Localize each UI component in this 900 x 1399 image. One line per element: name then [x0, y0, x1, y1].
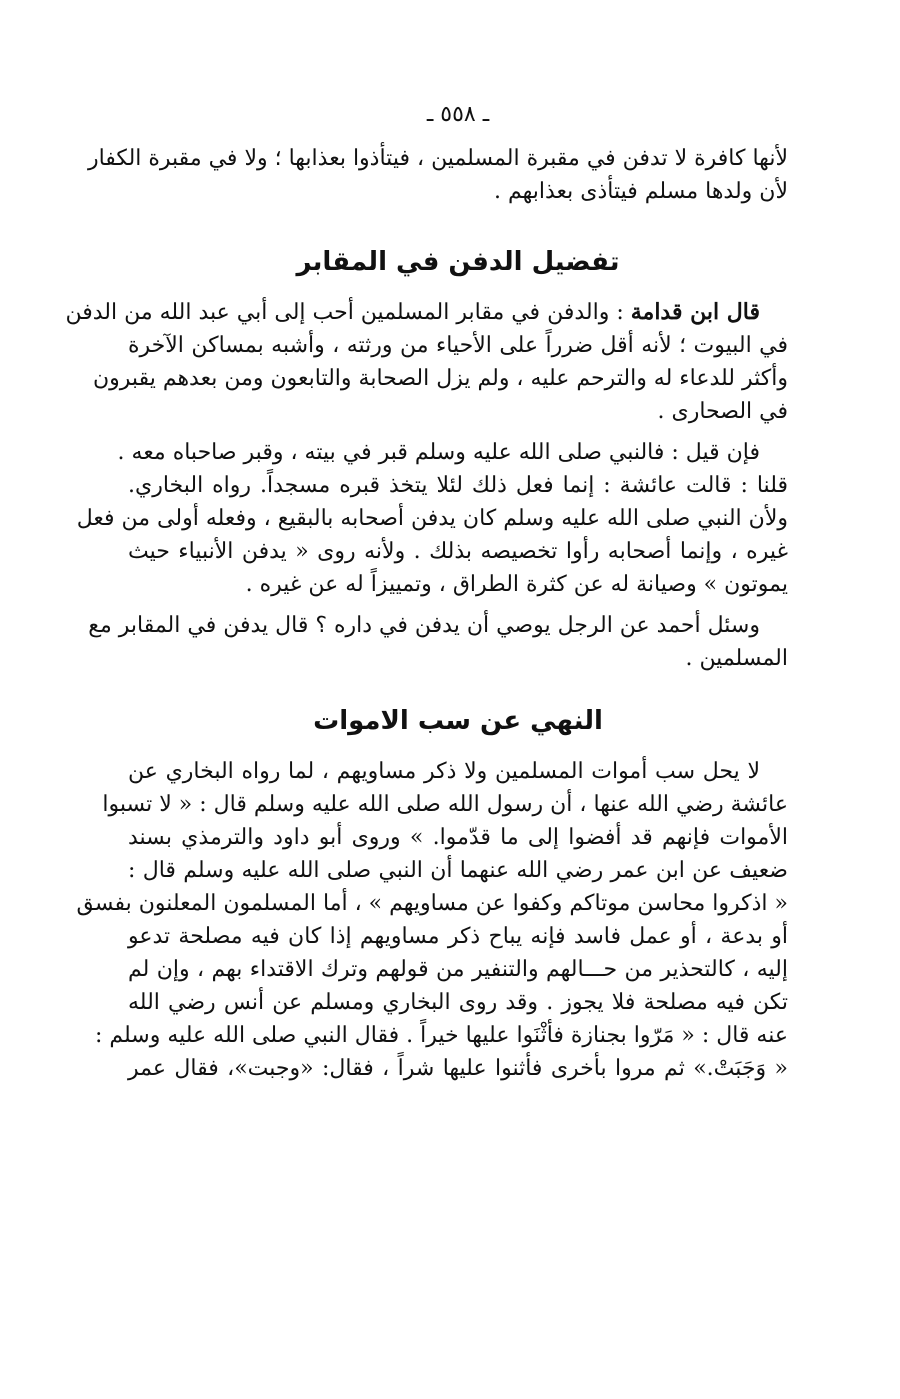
page-number: ـ ٥٥٨ ـ: [426, 102, 490, 127]
text-line: فإن قيل : فالنبي صلى الله عليه وسلم قبر في بيته ، وقبر صاحباه معه .: [117, 440, 760, 465]
text-line: ضعيف عن ابن عمر رضي الله عنهما أن النبي صلى الله عليه وسلم قال :: [128, 858, 788, 883]
text-line: لأن ولدها مسلم فيتأذى بعذابهم .: [494, 179, 788, 204]
text-line: « وَجَبَتْ.» ثم مروا بأخرى فأثنوا عليها شراً ، فقال: «وجبت»، فقال عمر: [128, 1056, 788, 1081]
text-line: في البيوت ؛ لأنه أقل ضرراً على الأحياء من ورثته ، وأشبه بمساكن الآخرة: [128, 333, 788, 358]
intro-paragraph: [87, 142, 788, 208]
paragraph-objection: [76, 436, 788, 601]
text-line: الأموات فإنهم قد أفضوا إلى ما قدّموا. » وروى أبو داود والترمذي بسند: [128, 825, 788, 850]
text-line: « اذكروا محاسن موتاكم وكفوا عن مساويهم » ، أما المسلمون المعلنون بفسق: [76, 891, 788, 916]
text-line: لا يحل سب أموات المسلمين ولا ذكر مساويهم ، لما رواه البخاري عن: [128, 759, 760, 784]
text-line: وسئل أحمد عن الرجل يوصي أن يدفن في داره ؟ قال يدفن في المقابر مع: [88, 613, 760, 638]
paragraph-insulting-dead: [76, 755, 788, 1085]
text-line: ولأن النبي صلى الله عليه وسلم كان يدفن أصحابه بالبقيع ، وفعله أولى من فعل: [76, 506, 788, 531]
text-line: عنه قال : « مَرّوا بجنازة فأثْنَوا عليها خيراً . فقال النبي صلى الله عليه وسلم :: [94, 1023, 788, 1048]
text-line: إليه ، كالتحذير من حـــالهم والتنفير من قولهم وترك الاقتداء بهم ، وإن لم: [128, 957, 788, 982]
section-heading-burial-in-cemeteries: تفضيل الدفن في المقابر: [296, 247, 620, 277]
book-page: [65, 100, 788, 1093]
text-line: المسلمين .: [685, 646, 788, 671]
text-line: عائشة رضي الله عنها ، أن رسول الله صلى الله عليه وسلم قال : « لا تسبوا: [102, 792, 788, 817]
text-line: يموتون » وصيانة له عن كثرة الطراق ، وتمييزاً له عن غيره .: [245, 572, 788, 597]
paragraph-ibn-qudama: [65, 296, 788, 428]
text-line: وأكثر للدعاء له والترحم عليه ، ولم يزل الصحابة والتابعون ومن بعدهم يقبرون: [93, 366, 788, 391]
text-line: [65, 296, 788, 329]
text-line: تكن فيه مصلحة فلا يجوز . وقد روى البخاري ومسلم عن أنس رضي الله: [128, 990, 788, 1015]
text-line: لأنها كافرة لا تدفن في مقبرة المسلمين ، فيتأذوا بعذابها ؛ ولا في مقبرة الكفار: [87, 146, 788, 171]
text-span: : والدفن في مقابر المسلمين أحب إلى أبي عبد الله من الدفن: [65, 300, 624, 325]
text-line: في الصحارى .: [657, 399, 788, 424]
speaker-name: قال ابن قدامة: [630, 299, 760, 325]
text-line: أو بدعة ، أو عمل فاسد فإنه يباح ذكر مساويهم إذا كان فيه مصلحة تدعو: [128, 924, 788, 949]
text-line: قلنا : قالت عائشة : إنما فعل ذلك لئلا يتخذ قبره مسجداً. رواه البخاري.: [128, 473, 788, 498]
paragraph-ahmad: [88, 609, 788, 675]
section-heading-forbidding-insulting-dead: النهي عن سب الاموات: [313, 706, 603, 736]
text-line: غيره ، وإنما أصحابه رأوا تخصيصه بذلك . ولأنه روى « يدفن الأنبياء حيث: [128, 539, 788, 564]
